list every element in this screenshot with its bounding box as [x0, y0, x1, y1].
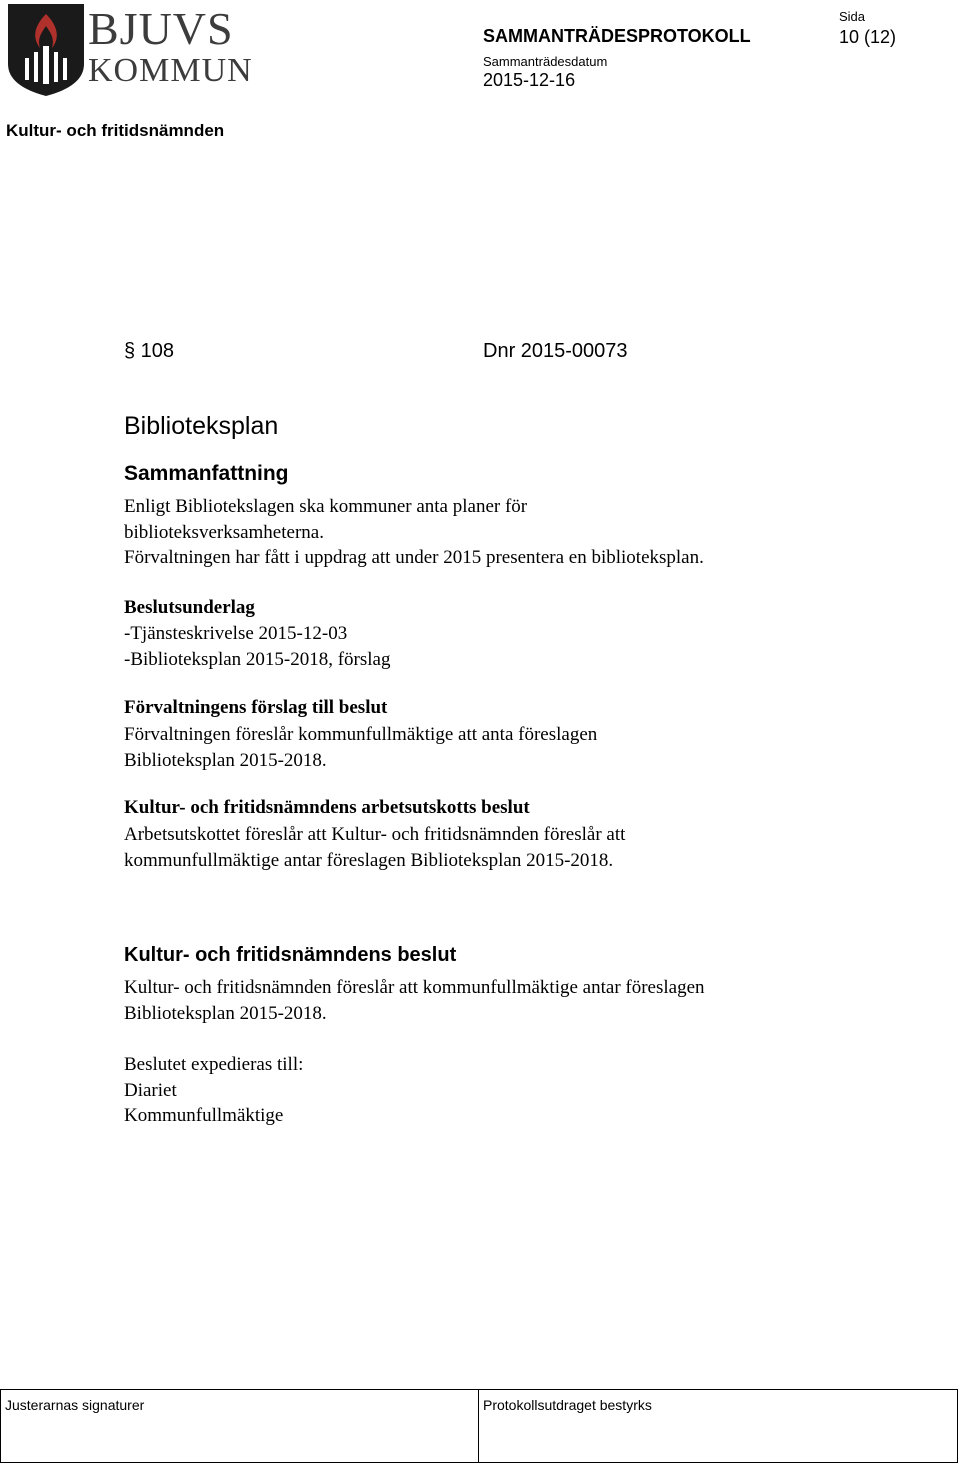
signature-footer: [0, 1389, 958, 1463]
distribution-line: Beslutet expedieras till:: [124, 1054, 304, 1075]
basis-line: -Tjänsteskrivelse 2015-12-03: [124, 623, 348, 644]
committee-decision-line: kommunfullmäktige antar föreslagen Biblioteksplan 2015-2018.: [124, 849, 614, 871]
committee-decision-body: [124, 822, 625, 873]
decision-line: Biblioteksplan 2015-2018.: [124, 1002, 327, 1024]
summary-line: biblioteksverksamheterna.: [124, 521, 324, 543]
decision-line: Kultur- och fritidsnämnden föreslår att kommunfullmäktige antar föreslagen: [124, 977, 705, 998]
adjuster-signatures-label: Justerarnas signaturer: [5, 1397, 145, 1413]
document-type: SAMMANTRÄDESPROTOKOLL: [483, 26, 751, 46]
proposal-heading: Förvaltningens förslag till beslut: [124, 697, 388, 718]
proposal-line: Förvaltningen föreslår kommunfullmäktige att anta föreslagen: [124, 724, 598, 745]
basis-line: -Biblioteksplan 2015-2018, förslag: [124, 648, 391, 670]
org-name-line2: KOMMUN: [88, 52, 253, 89]
coat-of-arms-icon: [4, 2, 88, 98]
footer-divider: [478, 1390, 479, 1462]
certified-extract-label: Protokollsutdraget bestyrks: [483, 1397, 652, 1413]
paragraph-number: § 108: [124, 340, 175, 362]
decision-body: [124, 975, 705, 1026]
page-number: 10 (12): [839, 27, 897, 47]
committee-decision-heading: Kultur- och fritidsnämndens arbetsutskotts beslut: [124, 797, 530, 818]
proposal-line: Biblioteksplan 2015-2018.: [124, 749, 327, 771]
distribution-line: Kommunfullmäktige: [124, 1105, 284, 1126]
summary-heading: Sammanfattning: [124, 462, 289, 485]
case-number: Dnr 2015-00073: [483, 340, 628, 362]
meeting-date: 2015-12-16: [483, 70, 576, 90]
date-label: Sammanträdesdatum: [483, 54, 608, 69]
summary-line: Förvaltningen har fått i uppdrag att under 2015 presentera en biblioteksplan.: [124, 547, 704, 568]
basis-heading: Beslutsunderlag: [124, 597, 255, 618]
proposal-body: [124, 722, 597, 773]
decision-heading: Kultur- och fritidsnämndens beslut: [124, 944, 457, 966]
page-title: Biblioteksplan: [124, 412, 279, 440]
committee-name: Kultur- och fritidsnämnden: [6, 121, 225, 140]
distribution-line: Diariet: [124, 1079, 177, 1101]
committee-decision-line: Arbetsutskottet föreslår att Kultur- och fritidsnämnden föreslår att: [124, 824, 626, 845]
page-label: Sida: [839, 9, 866, 24]
basis-body: [124, 621, 391, 672]
distribution-list: [124, 1052, 303, 1129]
summary-body: [124, 494, 704, 571]
summary-line: Enligt Bibliotekslagen ska kommuner anta planer för: [124, 496, 528, 517]
org-name-line1: BJUVS: [88, 3, 234, 54]
